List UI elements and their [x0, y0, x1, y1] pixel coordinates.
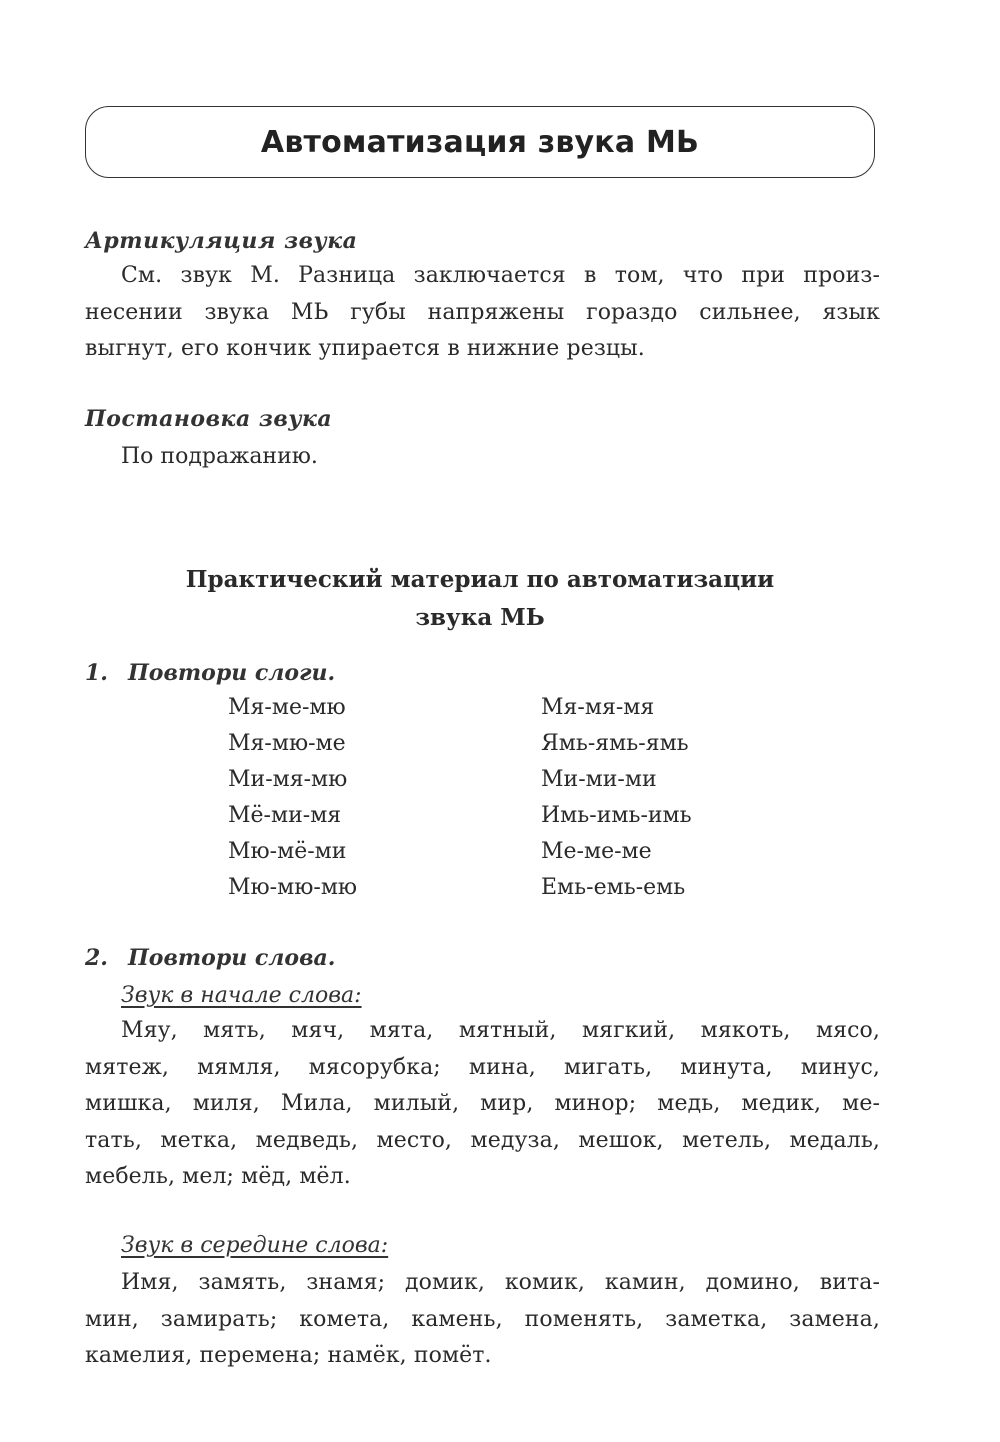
task-1-heading: [85, 660, 335, 686]
word-start-line-3: мишка, миля, Мила, милый, мир, минор; медь, медик, ме-: [85, 1091, 880, 1116]
articulation-heading: Артикуляция звука: [85, 228, 358, 254]
title-box: [85, 106, 875, 178]
syllable-item: Емь-емь-емь: [541, 875, 686, 900]
articulation-line-2: несении звука МЬ губы напряжены гораздо сильнее, язык: [85, 299, 880, 325]
word-middle-line-2: мин, замирать; комета, камень, поменять, заметка, замена,: [85, 1306, 880, 1332]
syllable-item: Ме-ме-ме: [541, 839, 652, 864]
articulation-line-3: выгнут, его кончик упирается в нижние резцы.: [85, 336, 645, 361]
task-2-number: 2.: [85, 945, 108, 971]
syllable-item: Мя-ме-мю: [228, 695, 346, 720]
syllable-item: Мю-мю-мю: [228, 875, 358, 900]
practice-title-line-1: Практический материал по автоматизации: [185, 566, 775, 593]
word-middle-heading: Звук в середине слова:: [121, 1233, 389, 1258]
task-2-heading: [85, 945, 335, 971]
word-middle-line-1: Имя, замять, знамя; домик, комик, камин, домино, вита-: [121, 1270, 880, 1295]
word-start-line-5: мебель, мел; мёд, мёл.: [85, 1164, 351, 1189]
task-1-number: 1.: [85, 660, 108, 686]
word-middle-text: [85, 1265, 880, 1375]
syllable-item: Имь-имь-имь: [541, 803, 692, 828]
syllable-item: Ми-ми-ми: [541, 767, 657, 792]
syllable-item: Мя-мя-мя: [541, 695, 655, 720]
articulation-text: [85, 258, 880, 368]
syllables-right-column: [541, 690, 692, 906]
setting-text: По подражанию.: [121, 444, 318, 469]
word-start-line-1: Мяу, мять, мяч, мята, мятный, мягкий, мякоть, мясо,: [121, 1018, 880, 1043]
task-2-title: Повтори слова.: [128, 945, 336, 971]
word-middle-line-3: камелия, перемена; намёк, помёт.: [85, 1343, 492, 1368]
articulation-line-1: См. звук М. Разница заключается в том, что при произ-: [121, 263, 880, 288]
task-1-title: Повтори слоги.: [128, 660, 336, 686]
page-title: Автоматизация звука МЬ: [260, 124, 700, 160]
word-start-line-4: тать, метка, медведь, место, медуза, мешок, метель, медаль,: [85, 1127, 880, 1153]
practice-title-line-2: звука МЬ: [415, 604, 545, 631]
word-start-line-2: мятеж, мямля, мясорубка; мина, мигать, минута, минус,: [85, 1054, 880, 1080]
syllable-item: Ми-мя-мю: [228, 767, 348, 792]
syllable-item: Ямь-ямь-ямь: [541, 731, 689, 756]
syllable-item: Мю-мё-ми: [228, 839, 347, 864]
syllable-item: Мё-ми-мя: [228, 803, 342, 828]
syllables-left-column: [228, 690, 357, 906]
setting-heading: Постановка звука: [85, 406, 333, 432]
word-start-text: [85, 1013, 880, 1196]
syllable-item: Мя-мю-ме: [228, 731, 346, 756]
word-start-heading: Звук в начале слова:: [121, 983, 362, 1008]
